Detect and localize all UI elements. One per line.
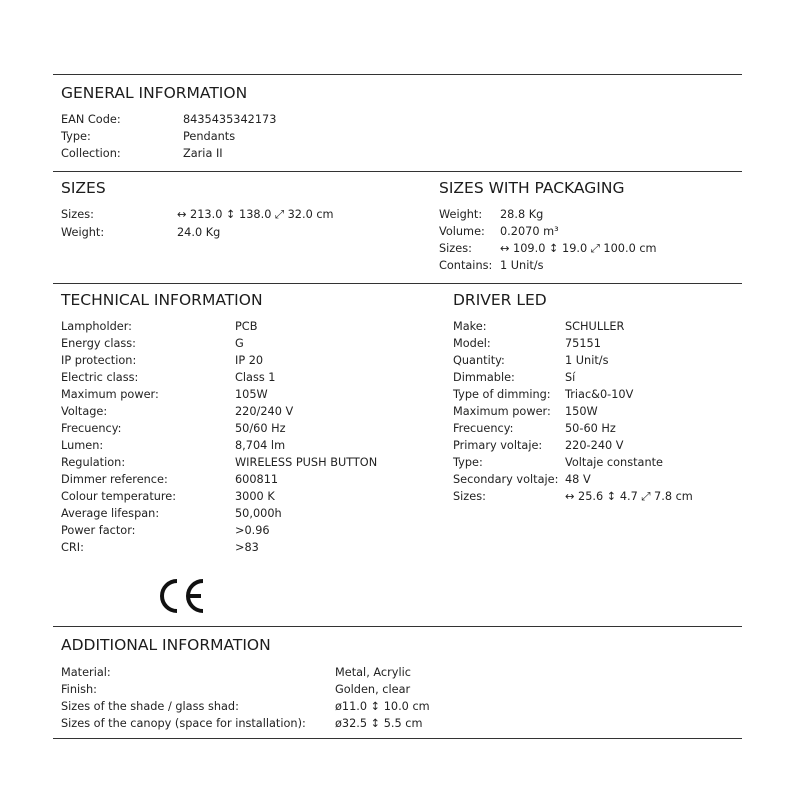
spec-label: Secondary voltaje: bbox=[453, 473, 559, 486]
spec-value: 220/240 V bbox=[235, 405, 294, 418]
additional-information-title: ADDITIONAL INFORMATION bbox=[61, 636, 271, 654]
spec-value: 50/60 Hz bbox=[235, 422, 286, 435]
spec-value: 50,000h bbox=[235, 507, 282, 520]
spec-value: G bbox=[235, 337, 244, 350]
packaging-title: SIZES WITH PACKAGING bbox=[439, 179, 625, 197]
spec-label: Maximum power: bbox=[61, 388, 159, 401]
divider-bottom bbox=[53, 738, 742, 739]
ce-mark-icon bbox=[158, 576, 206, 616]
spec-value: 150W bbox=[565, 405, 598, 418]
spec-label: Lumen: bbox=[61, 439, 104, 452]
spec-value: 75151 bbox=[565, 337, 601, 350]
divider-general-bottom bbox=[53, 171, 742, 172]
spec-value: Golden, clear bbox=[335, 683, 411, 696]
spec-value: 8,704 lm bbox=[235, 439, 286, 452]
spec-label: Frecuency: bbox=[453, 422, 514, 435]
general-information-title: GENERAL INFORMATION bbox=[61, 84, 248, 102]
driver-led-title: DRIVER LED bbox=[453, 291, 547, 309]
spec-value: 3000 K bbox=[235, 490, 275, 503]
spec-value: SCHULLER bbox=[565, 320, 625, 333]
spec-label: Sizes: bbox=[453, 490, 486, 503]
spec-label: Primary voltaje: bbox=[453, 439, 543, 452]
technical-information-title: TECHNICAL INFORMATION bbox=[61, 291, 263, 309]
spec-label: Type of dimming: bbox=[453, 388, 551, 401]
spec-label: Sizes: bbox=[439, 242, 472, 255]
spec-value: 8435435342173 bbox=[183, 113, 277, 126]
spec-label: Type: bbox=[61, 130, 91, 143]
spec-value: 1 Unit/s bbox=[565, 354, 609, 367]
spec-value: ↔ 213.0 ↕ 138.0 ⤢ 32.0 cm bbox=[177, 208, 334, 221]
divider-top bbox=[53, 74, 742, 75]
spec-label: Weight: bbox=[61, 226, 105, 239]
spec-label: Maximum power: bbox=[453, 405, 551, 418]
spec-label: Frecuency: bbox=[61, 422, 122, 435]
spec-label: Sizes of the canopy (space for installation): bbox=[61, 717, 306, 730]
spec-label: Colour temperature: bbox=[61, 490, 177, 503]
spec-value: Metal, Acrylic bbox=[335, 666, 411, 679]
spec-label: Make: bbox=[453, 320, 487, 333]
spec-value: ↔ 109.0 ↕ 19.0 ⤢ 100.0 cm bbox=[500, 242, 657, 255]
spec-label: Quantity: bbox=[453, 354, 505, 367]
spec-label: Energy class: bbox=[61, 337, 136, 350]
spec-value: Voltaje constante bbox=[565, 456, 663, 469]
spec-value: WIRELESS PUSH BUTTON bbox=[235, 456, 378, 469]
spec-label: IP protection: bbox=[61, 354, 137, 367]
divider-technical-bottom bbox=[53, 626, 742, 627]
spec-value: >0.96 bbox=[235, 524, 270, 537]
spec-value: Sí bbox=[565, 371, 576, 384]
spec-value: Triac&0-10V bbox=[565, 388, 634, 401]
spec-label: Volume: bbox=[439, 225, 485, 238]
spec-value: 24.0 Kg bbox=[177, 226, 221, 239]
spec-label: Weight: bbox=[439, 208, 483, 221]
spec-value: 1 Unit/s bbox=[500, 259, 544, 272]
spec-value: 28.8 Kg bbox=[500, 208, 544, 221]
spec-value: 600811 bbox=[235, 473, 279, 486]
spec-value: ↔ 25.6 ↕ 4.7 ⤢ 7.8 cm bbox=[565, 490, 693, 503]
spec-value: 50-60 Hz bbox=[565, 422, 616, 435]
spec-label: Power factor: bbox=[61, 524, 136, 537]
spec-label: Finish: bbox=[61, 683, 97, 696]
spec-label: Type: bbox=[453, 456, 483, 469]
spec-value: Class 1 bbox=[235, 371, 276, 384]
spec-label: Model: bbox=[453, 337, 491, 350]
spec-label: Voltage: bbox=[61, 405, 108, 418]
spec-value: Pendants bbox=[183, 130, 236, 143]
spec-value: ø32.5 ↕ 5.5 cm bbox=[335, 717, 423, 730]
spec-value: ø11.0 ↕ 10.0 cm bbox=[335, 700, 430, 713]
spec-label: Sizes of the shade / glass shad: bbox=[61, 700, 239, 713]
spec-label: Electric class: bbox=[61, 371, 139, 384]
spec-label: EAN Code: bbox=[61, 113, 121, 126]
spec-label: Average lifespan: bbox=[61, 507, 160, 520]
spec-label: Sizes: bbox=[61, 208, 94, 221]
spec-label: Lampholder: bbox=[61, 320, 132, 333]
spec-value: Zaria II bbox=[183, 147, 223, 160]
spec-label: Material: bbox=[61, 666, 111, 679]
spec-value: IP 20 bbox=[235, 354, 264, 367]
spec-value: >83 bbox=[235, 541, 259, 554]
spec-label: Dimmer reference: bbox=[61, 473, 168, 486]
spec-value: PCB bbox=[235, 320, 258, 333]
sizes-title: SIZES bbox=[61, 179, 106, 197]
spec-value: 0.2070 m³ bbox=[500, 225, 559, 238]
spec-label: Contains: bbox=[439, 259, 493, 272]
spec-label: Dimmable: bbox=[453, 371, 515, 384]
spec-label: Regulation: bbox=[61, 456, 126, 469]
spec-label: CRI: bbox=[61, 541, 84, 554]
spec-value: 48 V bbox=[565, 473, 591, 486]
spec-label: Collection: bbox=[61, 147, 121, 160]
spec-value: 220-240 V bbox=[565, 439, 624, 452]
spec-value: 105W bbox=[235, 388, 268, 401]
divider-sizes-bottom bbox=[53, 283, 742, 284]
